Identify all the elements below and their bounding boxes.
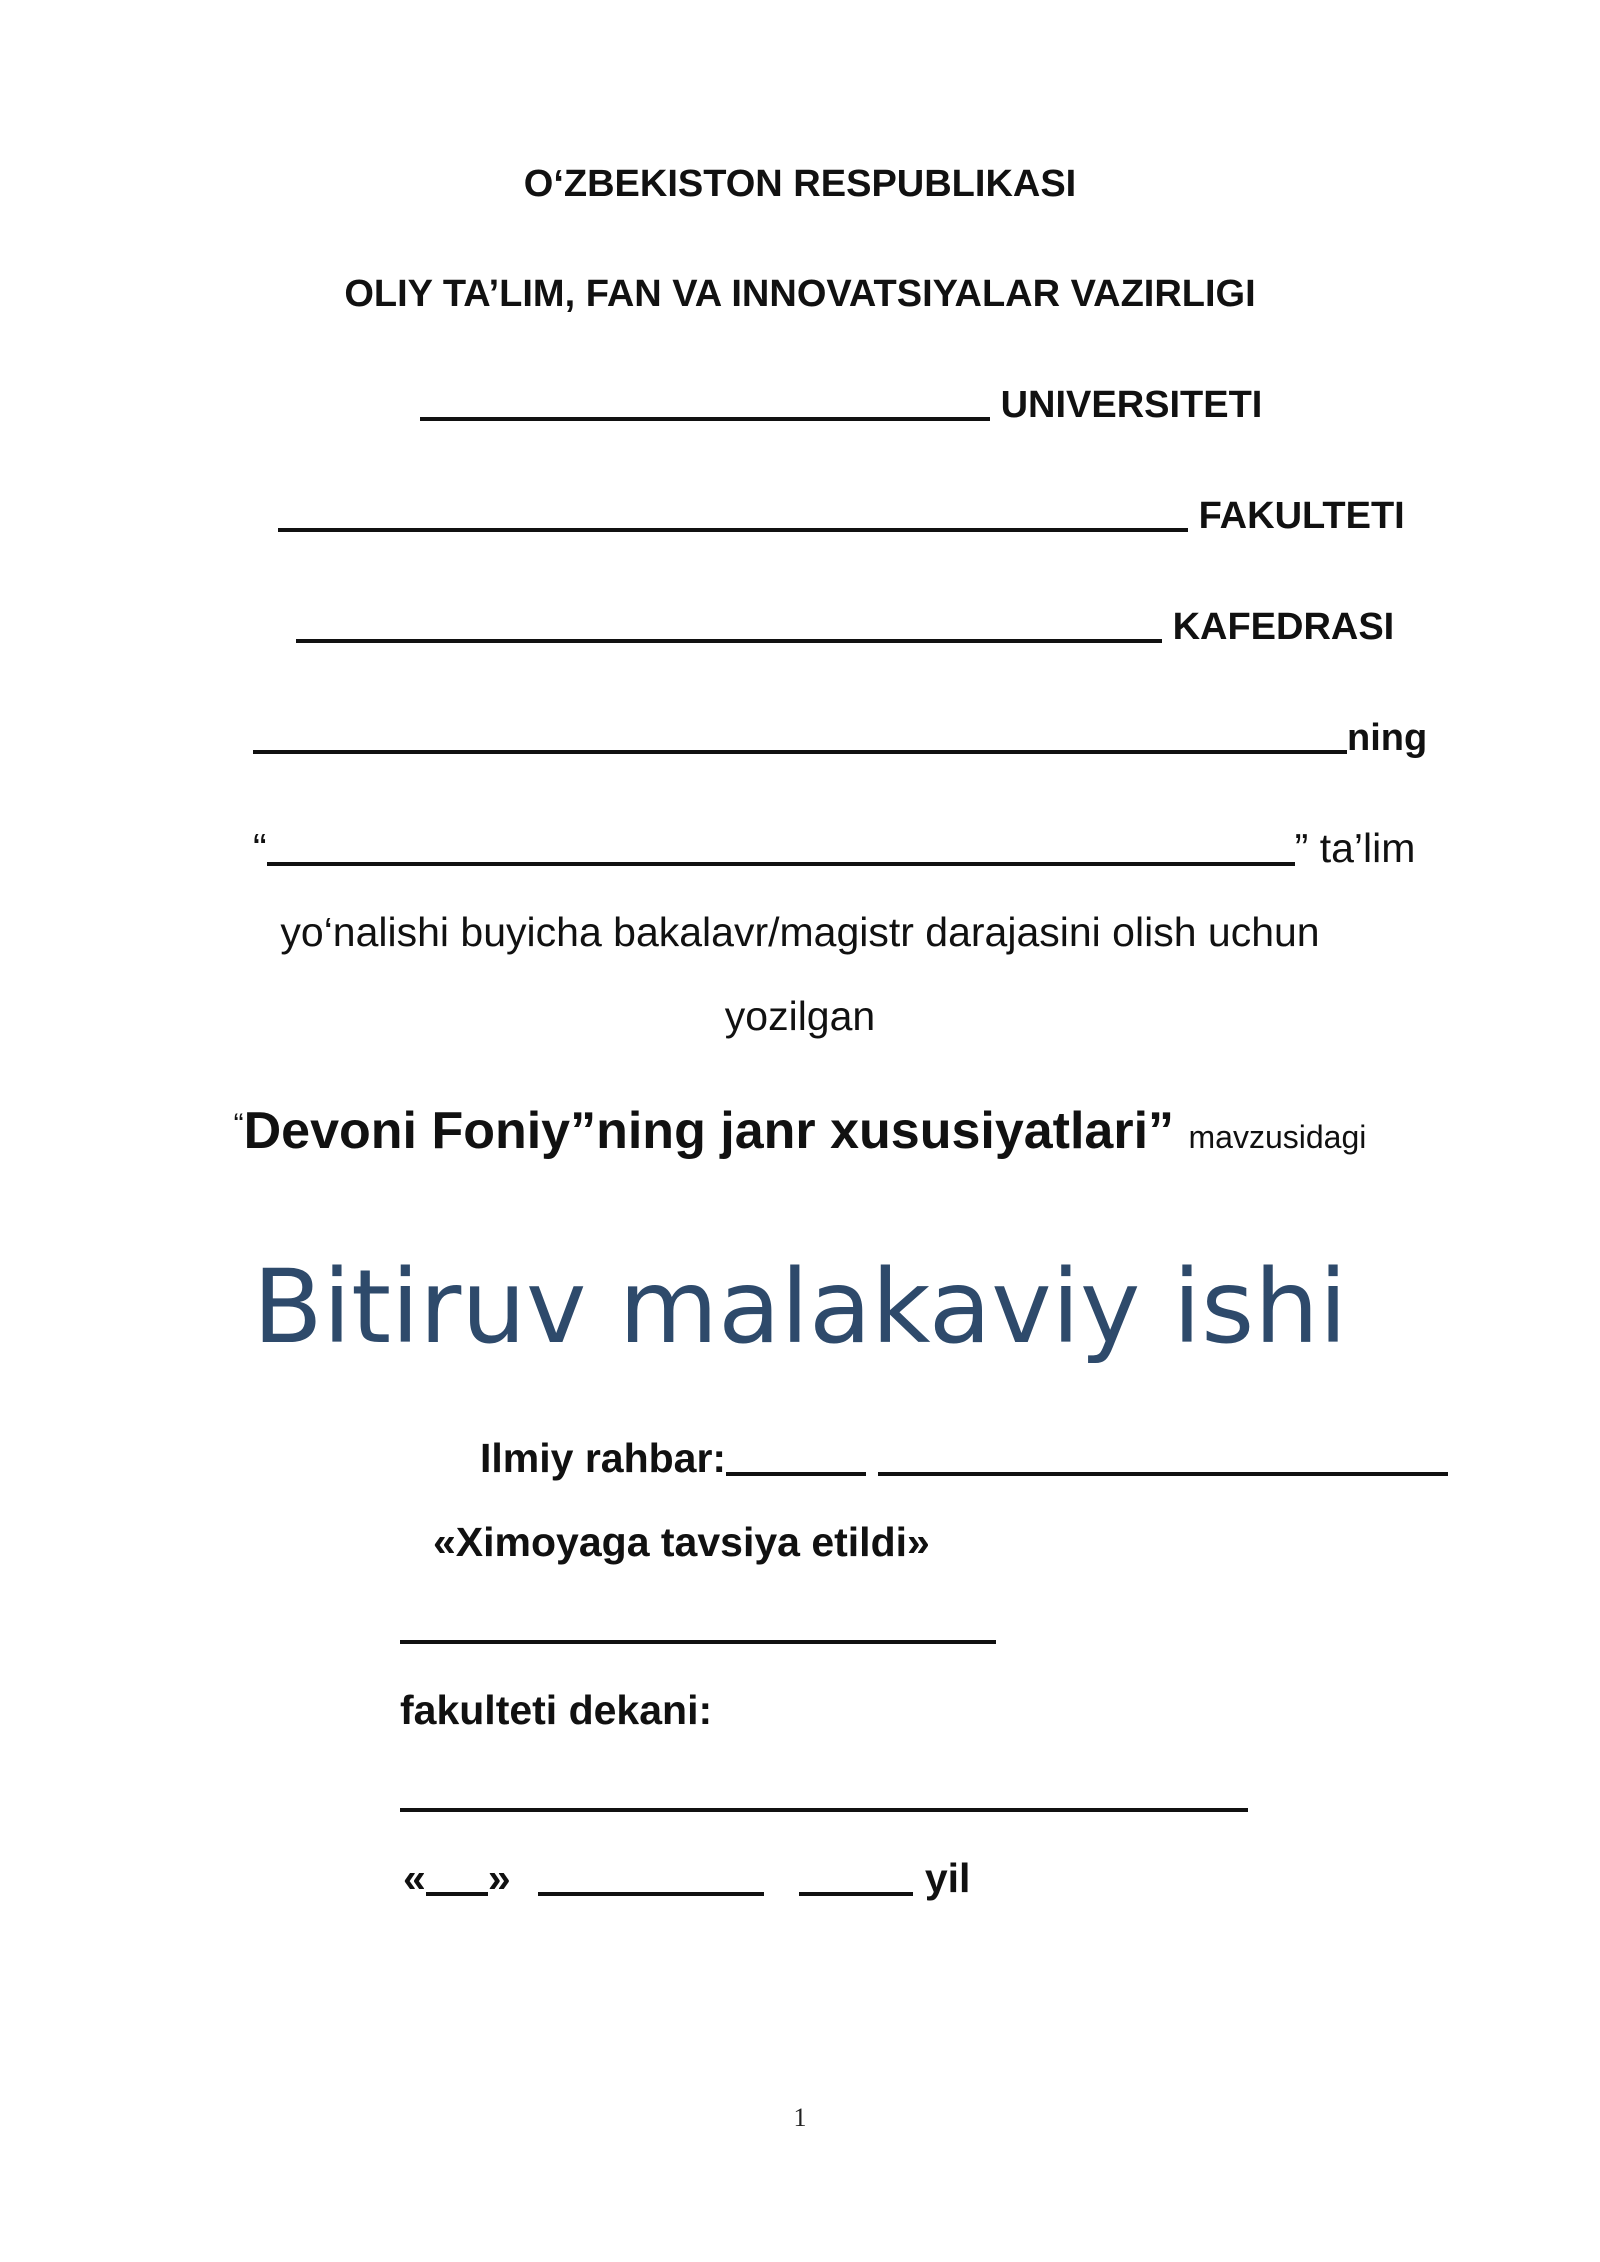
date-open-quote: «	[403, 1855, 426, 1901]
date-close-quote: »	[487, 1855, 511, 1901]
direction-line	[253, 825, 1416, 871]
date-year-blank	[799, 1892, 913, 1896]
dean-signature-line	[400, 1774, 1248, 1815]
page-number: 1	[793, 2103, 807, 2132]
faculty-label: FAKULTETI	[1198, 495, 1405, 537]
republic-heading: O‘ZBEKISTON RESPUBLIKASI	[523, 163, 1077, 205]
recommendation-signature-line	[400, 1606, 996, 1647]
university-line	[420, 386, 1262, 424]
direction-blank	[267, 862, 1295, 866]
topic-line	[0, 1102, 1600, 1160]
supervisor-label: Ilmiy rahbar:	[480, 1435, 727, 1481]
work-type-title: Bitiruv malakaviy ishi	[252, 1248, 1348, 1367]
student-line	[253, 719, 1427, 757]
department-line	[296, 608, 1394, 646]
dean-blank	[400, 1808, 1248, 1812]
supervisor-blank-2	[878, 1472, 1448, 1476]
ministry-heading: OLIY TA’LIM, FAN VA INNOVATSIYALAR VAZIRLIGI	[344, 273, 1256, 315]
faculty-line	[278, 497, 1405, 535]
date-line	[403, 1855, 971, 1901]
department-blank	[296, 639, 1162, 643]
direction-close: ” ta’lim	[1294, 825, 1416, 871]
department-label: KAFEDRASI	[1172, 606, 1395, 648]
direction-text-1: yo‘nalishi buyicha bakalavr/magistr darajasini olish uchun	[280, 909, 1320, 955]
student-blank	[253, 750, 1347, 754]
dean-line: fakulteti dekani:	[400, 1687, 713, 1733]
supervisor-blank-1	[726, 1472, 866, 1476]
recommendation-blank	[400, 1640, 996, 1644]
supervisor-line	[480, 1435, 1448, 1481]
topic-open-quote: “	[233, 1108, 244, 1141]
student-suffix: ning	[1347, 717, 1428, 759]
direction-open-quote: “	[253, 825, 267, 871]
year-label: yil	[924, 1855, 971, 1901]
date-day-blank	[426, 1892, 488, 1896]
faculty-blank	[278, 528, 1188, 532]
topic-suffix: mavzusidagi	[1188, 1119, 1367, 1155]
topic-title: Devoni Foniy”ning janr xususiyatlari”	[243, 1102, 1175, 1160]
university-label: UNIVERSITETI	[1000, 384, 1263, 426]
direction-text-2: yozilgan	[724, 993, 876, 1039]
university-blank	[420, 417, 990, 421]
recommended-line: «Ximoyaga tavsiya etildi»	[433, 1519, 930, 1565]
date-month-blank	[538, 1892, 764, 1896]
